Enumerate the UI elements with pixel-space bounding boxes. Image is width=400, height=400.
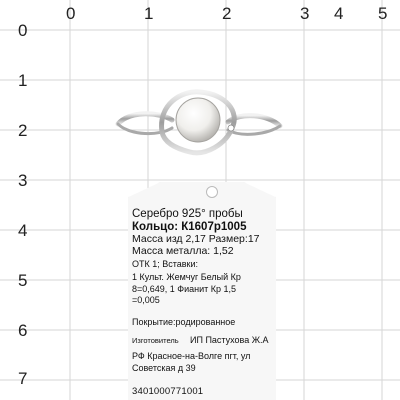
tag-manufacturer-label: Изготовитель <box>132 336 179 345</box>
tag-otk: ОТК 1; Вставки: <box>132 259 199 269</box>
tag-insert-2: 8=0,649, 1 Фианит Кр 1,5 <box>132 284 237 294</box>
tag-coating: Покрытие:родированное <box>132 317 236 327</box>
ruler-y-label: 0 <box>18 21 28 40</box>
barcode-number: 3401000771001 <box>132 386 204 397</box>
ruler-y-label: 5 <box>18 271 28 290</box>
ruler-x-label: 2 <box>222 4 232 23</box>
tag-mass-size: Масса изд 2,17 Размер:17 <box>132 233 260 245</box>
tag-article: Кольцо: К1607р1005 <box>132 221 247 233</box>
ruler-y-label: 1 <box>18 71 28 90</box>
ruler-y-label: 3 <box>18 171 28 190</box>
ruler-x-label: 3 <box>300 4 310 23</box>
tag-hole <box>206 186 218 198</box>
ruler-y-label: 6 <box>18 321 28 340</box>
tag-insert-1: 1 Культ. Жемчуг Белый Кр <box>132 272 241 282</box>
ruler-x-label: 0 <box>66 4 76 23</box>
ruler-x-label: 5 <box>378 4 388 23</box>
tag-material: Серебро 925° пробы <box>132 208 243 220</box>
ruler-x-label: 1 <box>144 4 154 23</box>
ruler-x-label: 4 <box>334 4 344 23</box>
tag-insert-3: =0,005 <box>132 295 160 305</box>
tag-manufacturer: ИП Пастухова Ж.А <box>190 335 269 345</box>
ring-image <box>110 82 290 172</box>
tag-address-2: Советская д 39 <box>132 363 196 373</box>
ruler-y-label: 7 <box>18 369 28 388</box>
tag-address-1: РФ Красное-на-Волге пгт, ул <box>132 351 251 361</box>
ruler-y-label: 2 <box>18 121 28 140</box>
tag-metal-mass: Масса металла: 1,52 <box>132 245 234 257</box>
ruler-y-label: 4 <box>18 221 28 240</box>
